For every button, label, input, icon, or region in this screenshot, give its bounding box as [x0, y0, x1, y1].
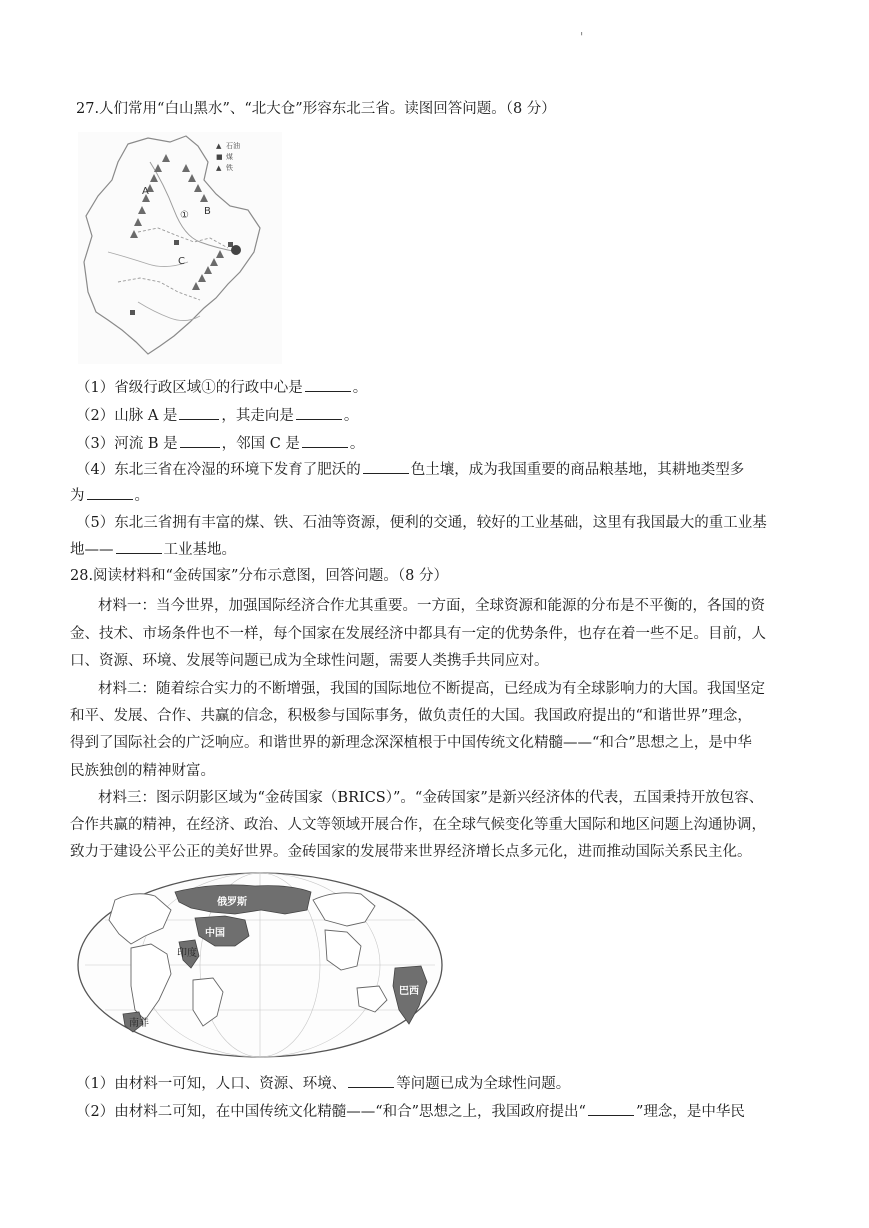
- answer-blank: [179, 405, 219, 420]
- material3-line1: 材料三：图示阴影区域为“金砖国家（BRICS）”。“金砖国家”是新兴经济体的代表，五国秉持开放包容、: [98, 790, 764, 806]
- map-label-river-b: B: [204, 206, 211, 217]
- q27-item-5-cont: 地—— 工业基地。: [70, 539, 236, 560]
- country-label-south-africa: 南非: [129, 1018, 149, 1029]
- material3-line2: 合作共赢的精神，在经济、政治、人文等领域开展合作，在全球气候变化等重大国际和地区问题上沟通协调，: [70, 817, 766, 833]
- northeast-china-map: [78, 132, 282, 364]
- legend-symbol-iron: ▲: [216, 164, 222, 172]
- answer-blank: [296, 405, 342, 420]
- legend-label-oil: 石油: [226, 142, 240, 150]
- material2-line1: 材料二：随着综合实力的不断增强，我国的国际地位不断提高，已经成为有全球影响力的大国。我国坚定: [98, 681, 765, 697]
- country-label-brazil: 巴西: [399, 986, 419, 997]
- q28-item-1: （1）由材料一可知，人口、资源、环境、 等问题已成为全球性问题。: [76, 1073, 570, 1094]
- material1-line2: 金、技术、市场条件也不一样，每个国家在发展经济中都具有一定的优势条件，也存在着一些不足。目前，人: [70, 626, 766, 642]
- q27-item-3: （3）河流 B 是 ，邻国 C 是 。: [76, 433, 364, 454]
- legend-label-coal: 煤: [226, 153, 233, 161]
- answer-blank: [87, 485, 133, 500]
- answer-blank: [302, 433, 348, 448]
- answer-blank: [116, 539, 162, 554]
- legend-symbol-coal: ■: [216, 153, 223, 161]
- map-label-country-c: C: [178, 256, 185, 267]
- material3-line3: 致力于建设公平公正的美好世界。金砖国家的发展带来世界经济增长点多元化，进而推动国际关系民主化。: [70, 844, 752, 860]
- q27-item-4-cont: 为 。: [70, 485, 149, 506]
- brics-world-map: [75, 870, 445, 1060]
- q27-item-2: （2）山脉 A 是 ，其走向是 。: [76, 405, 358, 426]
- header-mark: ': [580, 30, 584, 44]
- material1-line3: 口、资源、环境、发展等问题已成为全球性问题，需要人类携手共同应对。: [70, 653, 549, 669]
- country-label-india: 印度: [177, 948, 197, 959]
- q28-item-2: （2）由材料二可知，在中国传统文化精髓——“和合”思想之上，我国政府提出“ ”理念，是中华民: [76, 1101, 745, 1122]
- country-label-russia: 俄罗斯: [217, 897, 247, 908]
- q27-item-4: （4）东北三省在冷湿的环境下发育了肥沃的 色土壤，成为我国重要的商品粮基地，其耕地类型多: [76, 459, 744, 480]
- q28-title: 28.阅读材料和“金砖国家”分布示意图，回答问题。（8 分）: [70, 568, 448, 584]
- country-label-china: 中国: [205, 928, 225, 939]
- answer-blank: [363, 459, 409, 474]
- q27-item-5: （5）东北三省拥有丰富的煤、铁、石油等资源，便利的交通，较好的工业基础，这里有我国最大的重工业基: [76, 515, 767, 531]
- material1-line1: 材料一：当今世界，加强国际经济合作尤其重要。一方面，全球资源和能源的分布是不平衡的，各国的资: [98, 598, 765, 614]
- q27-title: 27.人们常用“白山黑水”、“北大仓”形容东北三省。读图回答问题。（8 分）: [76, 101, 556, 117]
- map-label-mountain-a: A: [142, 186, 149, 197]
- q27-item-1: （1）省级行政区域①的行政中心是 。: [76, 377, 367, 398]
- material2-line4: 民族独创的精神财富。: [70, 763, 215, 779]
- answer-blank: [348, 1073, 394, 1088]
- material2-line3: 得到了国际社会的广泛响应。和谐世界的新理念深深植根于中国传统文化精髓——“和合”思想之上，是中华: [70, 735, 752, 751]
- legend-symbol-oil: ▲: [216, 142, 222, 150]
- map-label-region1: ①: [180, 210, 189, 221]
- answer-blank: [588, 1101, 634, 1116]
- answer-blank: [180, 433, 220, 448]
- material2-line2: 和平、发展、合作、共赢的信念，积极参与国际事务，做负责任的大国。我国政府提出的“和谐世界”理念，: [70, 708, 752, 724]
- answer-blank: [305, 377, 351, 392]
- legend-label-iron: 铁: [226, 164, 233, 172]
